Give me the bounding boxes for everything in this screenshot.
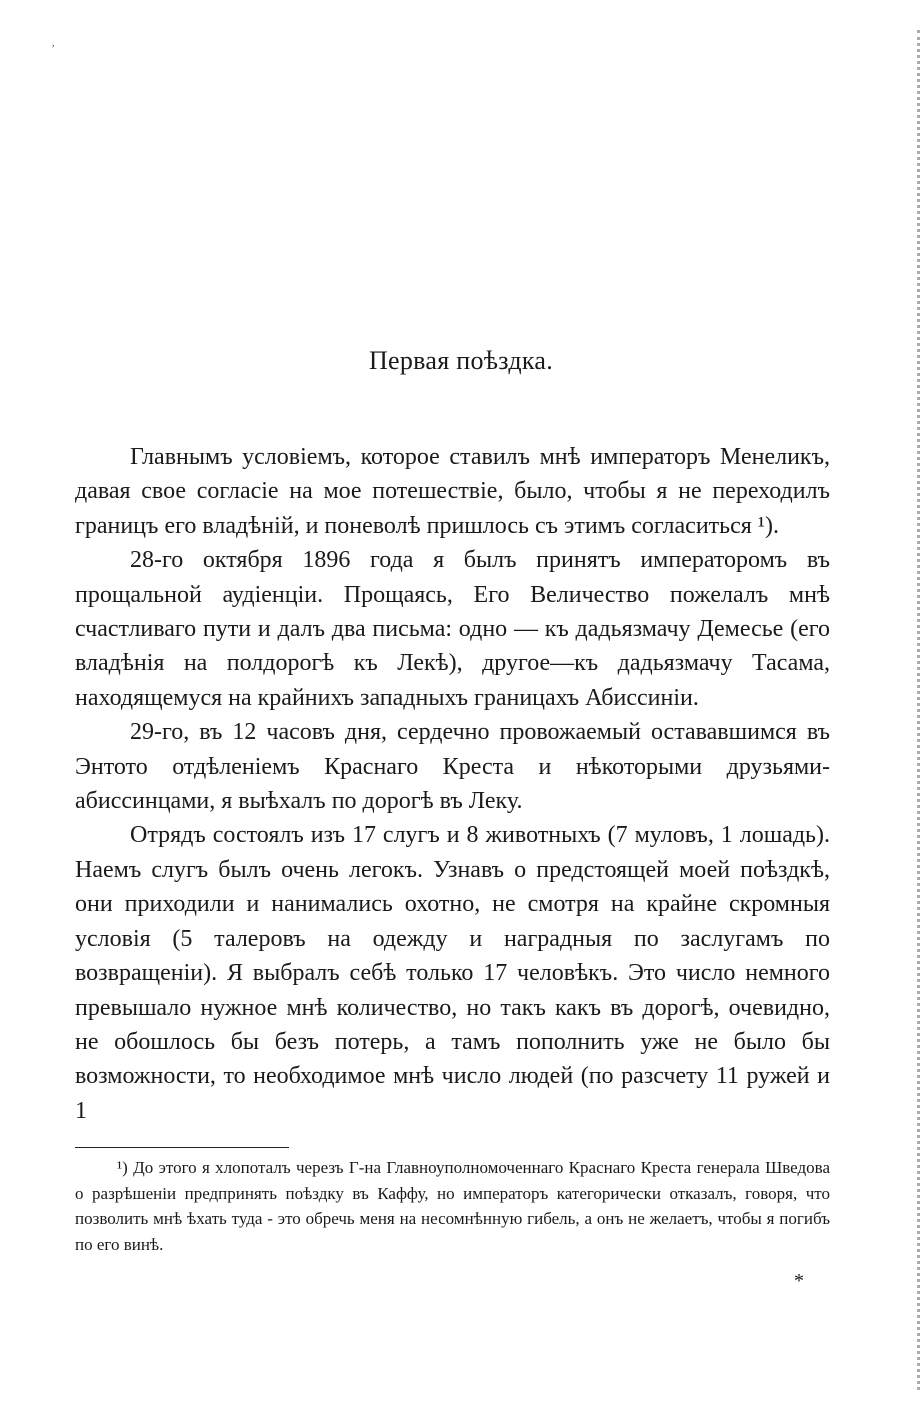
footnote-separator xyxy=(75,1147,289,1148)
signature-mark: * xyxy=(794,1270,804,1292)
paragraph-1: Главнымъ условіемъ, которое ставилъ мнѣ императоръ Менеликъ, давая свое согласіе на мое потешествіе, было, чтобы я не переходилъ границъ его владѣній, и поневолѣ пришлось съ этимъ согласиться ¹). xyxy=(75,444,830,539)
page-edge-shadow xyxy=(907,30,920,1390)
paragraph-2: 28-го октября 1896 года я былъ принятъ императоромъ въ прощальной аудіенціи. Прощаясь, Его Величество пожелалъ мнѣ счастливаго пути и далъ два письма: одно — къ дадьязмачу Демесье (его владѣнія на полдорогѣ къ Лекѣ), другое—къ дадьязмачу Тасама, находящемуся на крайнихъ западныхъ границахъ Абиссиніи. xyxy=(75,547,830,711)
paragraph-4: Отрядъ состоялъ изъ 17 слугъ и 8 животныхъ (7 муловъ, 1 лошадь). Наемъ слугъ былъ очень легокъ. Узнавъ о предстоящей моей поѣздкѣ, они приходили и нанимались охотно, не смотря на крайне скромныя условія (5 талеровъ на одежду и наградныя по заслугамъ по возвращеніи). Я выбралъ себѣ только 17 человѣкъ. Это число немного превышало нужное мнѣ количество, но такъ какъ въ дорогѣ, очевидно, не обошлось бы безъ потерь, а тамъ пополнить уже не было бы возможности, то необходимое мнѣ число людей (по разсчету 11 ружей и 1 xyxy=(75,822,830,1124)
paragraph-3: 29-го, въ 12 часовъ дня, сердечно провожаемый остававшимся въ Энтото отдѣленіемъ Краснаго Креста и нѣкоторыми друзьями-абиссинцами, я выѣхалъ по дорогѣ въ Леку. xyxy=(75,719,830,815)
chapter-heading: Первая поѣздка. xyxy=(368,346,554,375)
footnote: ¹) До этого я хлопоталъ черезъ Г-на Главноуполномоченнаго Краснаго Креста генерала Шведова о разрѣшеніи предпринять поѣздку въ Каффу, но императоръ категорически отказалъ, говоря, что позволить мнѣ ѣхать туда - это обречь меня на несомнѣнную гибель, а онъ не желаетъ, чтобы я погибъ по его винѣ. xyxy=(75,1158,830,1254)
main-text xyxy=(75,440,830,1128)
scan-speck: , xyxy=(52,38,55,49)
